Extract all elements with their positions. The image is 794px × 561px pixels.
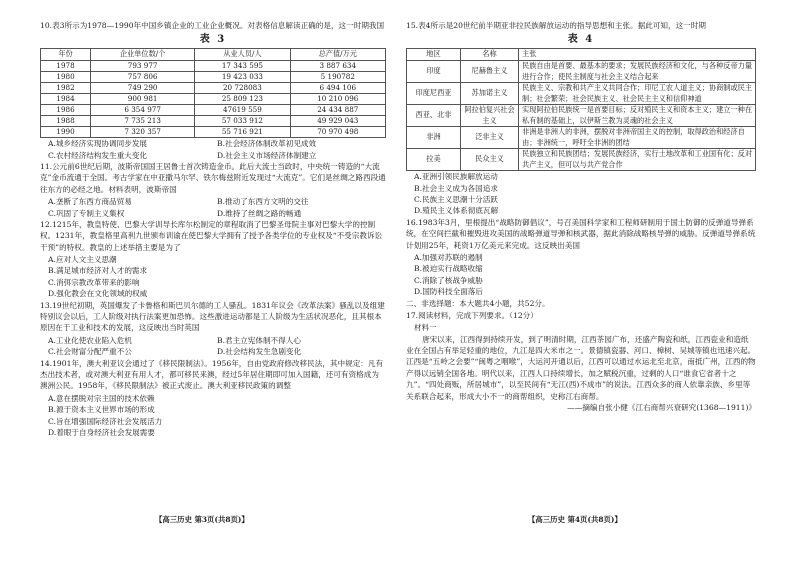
table-row [41,94,386,105]
table-4 [406,48,756,171]
table-header-cell: 总产值/万元 [290,49,385,61]
table-header-cell: 企业单位数/个 [91,49,195,61]
table-cell: 西亚、北非 [407,105,461,127]
table-cell: 6 354 977 [91,105,195,116]
table-cell: 757 806 [91,72,195,83]
table-header-row [407,49,756,61]
table-cell: 5 190782 [290,72,385,83]
table-cell: 20 728083 [195,83,290,94]
question-17-stem: 17.阅读材料，完成下列要求。（12分） [406,310,538,320]
table-cell: 3 887 634 [290,61,385,72]
table-cell: 实现阿拉伯民族统一是首要目标；反对殖民主义和资本主义；建立一种在私有制的基础上，以伊斯兰教为灵魂的社会主义 [519,105,756,127]
table-cell: 非洲是非洲人的非洲，摆脱对非洲帝国主义的控制，取得政治和经济自由；非洲统一，呼吁全非洲的团结 [519,127,756,149]
table-cell: 10 210 096 [290,94,385,105]
left-page [40,20,386,438]
table-cell: 尼赫鲁主义 [461,61,519,83]
table-cell: 55 716 921 [195,127,290,138]
question-12-stem: 12.1215年，教皇特使、巴黎大学训导长库尔松制定的章程取消了巴黎圣母院主事对巴黎大学的控制权。1231年，教皇格里高利九世颁布训谕在使巴黎大学拥有了授予各类学位的专业权及“不受宗教诉讼干预”的特权。教皇的上述举措主要是为了 [40,219,383,252]
table-row [41,72,386,83]
option-a[interactable]: A.城乡经济实现协调同步发展 [48,139,148,149]
option-a[interactable]: A.意在摆脱对宗主国的技术依赖 [48,393,155,403]
table-cell: 47619 559 [195,105,290,116]
table-header-cell: 地区 [407,49,461,61]
table-cell: 57 033 912 [195,116,290,127]
question-16-stem: 16.1983年3月，里根提出“战略防御倡议”，号召美国科学家和工程师研制用于国土防御的反弹道导弹系统，在空间拦截和摧毁进攻美国的战略弹道导弹和核武器，据此消除战略核导弹的威胁。反弹道导弹系统计划用25年，耗资1万亿美元来完成。这反映出美国 [406,217,756,250]
question-10-options [40,138,386,161]
table-row [41,127,386,138]
table-cell: 1990 [41,127,91,138]
question-15-stem: 15.表4所示是20世纪前半期亚非拉民族解放运动的指导思想和主张。据此可知，这一时期 [406,21,706,30]
table-cell: 苏加诺主义 [461,83,519,105]
option-c[interactable]: C.社会财富分配严重不公 [48,347,132,357]
table-cell: 印度 [407,61,461,83]
table-cell: 泛非主义 [461,127,519,149]
option-c[interactable]: C.旨在增强国际经济社会发展活力 [48,416,163,426]
table-header-cell: 主张 [519,49,756,61]
option-d[interactable]: D.着眼于自身经济社会发展需要 [48,427,155,437]
option-c[interactable]: C.消弭宗教改革带来的影响 [48,277,140,287]
question-16-options [406,252,756,298]
table-header-cell: 年份 [41,49,91,61]
option-c[interactable]: C.巩固了专制主义集权 [48,208,125,218]
table-cell: 70 970 498 [290,127,385,138]
table-row [407,105,756,127]
table-header-row [41,49,386,61]
question-14-stem: 14.1901年，澳大利亚议会通过了《移民限制法》。1956年，自由党政府修改移民法，其中规定：凡有杰出技术者，或对澳大利亚有用人才，都可移民来澳，经过5年居住期即可加入国籍，还可有资格成为澳洲公民。1958年，《移民限制法》被正式废止。澳大利亚移民政策的调整 [40,358,384,391]
table-cell: 793 977 [91,61,195,72]
option-a[interactable]: A.加强对苏联的遏制 [414,252,483,262]
table-cell: 25 809 123 [195,94,290,105]
table-cell: 非洲 [407,127,461,149]
table-3 [40,48,386,138]
table-cell: 1984 [41,94,91,105]
table-row [41,61,386,72]
option-b[interactable]: B.被迫实行战略收缩 [414,264,483,274]
table-row [407,83,756,105]
option-b[interactable]: B.推动了东西方文明的交往 [217,197,309,207]
table-cell: 749 290 [91,83,195,94]
table-cell: 印度尼西亚 [407,83,461,105]
table-cell: 民族自由是首要、最基本的要求；发展民族经济和文化，与各种反帝力量进行合作；使民主制度与社会主义结合起来 [519,61,756,83]
table-cell: 民众主义 [461,149,519,171]
right-page [406,20,756,413]
question-14-options [40,393,386,439]
question-15-options [406,171,756,217]
option-c[interactable]: C.民族主义思潮十分活跃 [414,194,498,204]
table-cell: 1980 [41,72,91,83]
table-cell: 17 343 595 [195,61,290,72]
table-row [41,105,386,116]
table-cell: 阿拉伯复兴社会主义 [461,105,519,127]
table-cell: 49 929 043 [290,116,385,127]
question-11-options [40,196,386,219]
option-d[interactable]: D.社会主义市场经济体制建立 [217,150,317,160]
option-d[interactable]: D.国防科技全面落后 [414,287,483,297]
table-row [41,83,386,94]
material-label: 材料一 [414,323,437,333]
question-13-stem: 13.19世纪初期，英国爆发了卡鲁格和斯巴贝尔德的工人骚乱。1831年议会《改革法案》骚乱以及组建特别议会以后，工人阶级对执行法案更加恐怖。这些激进运动都是工人阶级为生活状况恶化，且其根本原因在于工业和技术的发展，这反映出当时英国 [40,300,385,333]
page-footer-left: 【高三历史 第3页(共8页)】 [155,515,249,524]
page-footer-right: 【高三历史 第4页(共8页)】 [528,515,622,524]
option-a[interactable]: A.应对人文主义思潮 [48,255,117,265]
table-row [407,149,756,171]
table-4-title: 表 4 [567,34,595,46]
table-header-cell: 从业人员/人 [195,49,290,61]
option-b[interactable]: B.君主立宪体制不得人心 [217,335,301,345]
table-cell: 900 981 [91,94,195,105]
option-c[interactable]: C.消除了核战争威胁 [414,275,483,285]
material-source: ——摘编自张小健《江右商帮兴衰研究(1368—1911)》 [567,403,756,412]
option-d[interactable]: D.强化教会在文化领域的权威 [48,289,148,299]
table-header-cell: 名称 [461,49,519,61]
table-cell: 1982 [41,83,91,94]
option-b[interactable]: B.社会经济体制改革初见成效 [217,139,317,149]
table-3-title: 表 3 [199,34,227,46]
table-cell: 民族主义、宗教和共产主义共同合作；印尼工农人道主义；协商制或民主制；社会繁荣；社会民族主义、社会民主主义和信仰神道 [519,83,756,105]
option-a[interactable]: A.垄断了东西方商品贸易 [48,197,132,207]
table-cell: 拉美 [407,149,461,171]
table-row [41,116,386,127]
table-cell: 7 320 357 [91,127,195,138]
table-cell: 24 434 887 [290,105,385,116]
option-b[interactable]: B.满足城市经济对人才的需求 [48,266,148,276]
table-cell: 7 735 213 [91,116,195,127]
table-cell: 6 494 106 [290,83,385,94]
question-11-stem: 11.公元前6世纪后期，波斯帝国国王居鲁士首次铸造金币。此后大流士当政时，中央统一铸造的“大流克”金币流通于全国。考古学家在中亚撒马尔罕、铁尔梅兹附近发现过“大流克”。它们是丝绸之路西段通往东方的必经之地。材料表明，波斯帝国 [40,161,386,194]
option-d[interactable]: D.维持了丝绸之路的畅通 [217,208,302,218]
question-13-options [40,335,386,358]
section-heading: 二、非选择题：本大题共4小题，共52分。 [406,299,550,309]
table-cell: 1978 [41,61,91,72]
option-b[interactable]: B.社会主义成为各国追求 [414,183,498,193]
option-b[interactable]: B.源于资本主义世界市场的形成 [48,405,155,415]
table-cell: 1986 [41,105,91,116]
table-cell: 1988 [41,116,91,127]
table-cell: 19 423 033 [195,72,290,83]
material-text: 唐宋以来，江西得到持续开发，到了明清时期，江西茶园广布，还盛产陶瓷和纸，江西瓷业和造纸业在全国占有举足轻重的地位，九江是四大米市之一。景德镇瓷器、河口、樟树、吴城等镇也迅速兴起。江西是“五岭之会要”“闽粤之咽喉”，大运河开通以后，江西可以通过水运北至北京，南抵广州，江西的物产得以远销全国各地。明代以来，江西人口持续增长，加之赋税沉重，过剩的人口“谁食它省者十之九”。“四处商贩，所居城市”，以至民间有“无江(西)不成市”的说法。江西众多的商人依靠亲族、乡里等关系联合起来，形成大小不一的商帮组织，史称江右商帮。 [406,334,756,401]
option-d[interactable]: D.社会结构发生急剧变化 [217,347,302,357]
table-cell: 民族独立和民族团结；发展民族经济，实行土地改革和工业国有化；反对共产主义，但可以与共产党合作 [519,149,756,171]
option-a[interactable]: A.工业化使农业陷入危机 [48,335,132,345]
question-12-options [40,254,386,300]
question-10-stem: 10.表3所示为1978—1990年中国乡镇企业的工业企业概况。对表格信息解读正确的是，这一时期我国 [40,21,385,30]
table-row [407,61,756,83]
option-c[interactable]: C.农村经济结构发生重大变化 [48,150,148,160]
table-row [407,127,756,149]
option-d[interactable]: D.殖民主义体系彻底瓦解 [414,206,499,216]
option-a[interactable]: A.亚洲引领民族解放运动 [414,172,498,182]
